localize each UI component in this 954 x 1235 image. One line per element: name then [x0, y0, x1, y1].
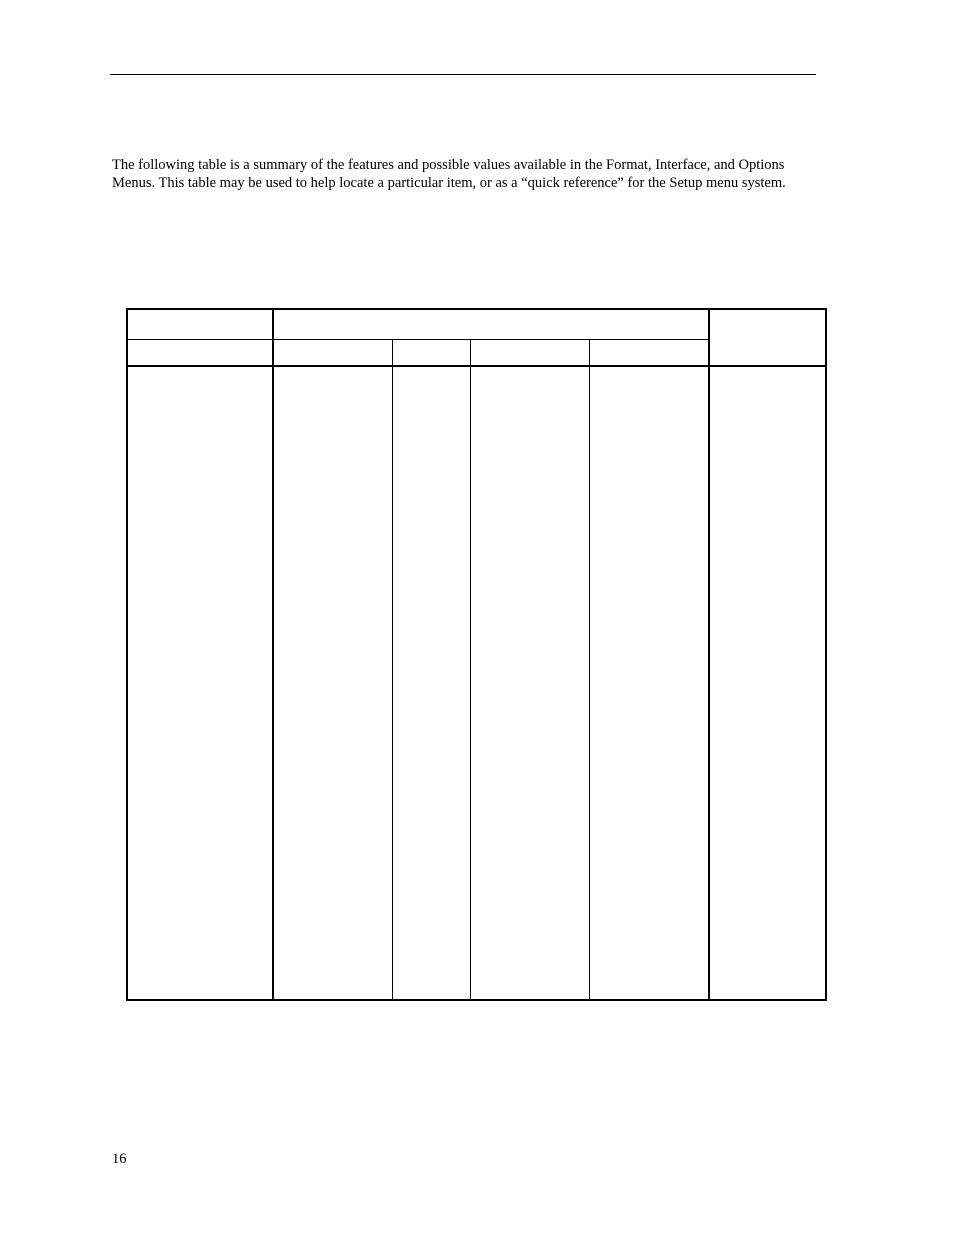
column-divider-1 [272, 310, 274, 999]
intro-paragraph: The following table is a summary of the features and possible values available in the Format, Interface, and Options Menus. This table may be used to help locate a particular item, or as a “quick reference” for the Setup menu system. [112, 157, 786, 191]
column-divider-5 [708, 310, 710, 999]
column-divider-4 [589, 339, 590, 999]
page-number: 16 [112, 1151, 127, 1167]
column-divider-3 [470, 339, 471, 999]
setup-menu-summary-table [126, 308, 827, 1001]
header-divider-upper [128, 339, 708, 340]
header-rule [110, 74, 816, 75]
header-divider-lower [128, 365, 825, 367]
column-divider-2 [392, 339, 393, 999]
